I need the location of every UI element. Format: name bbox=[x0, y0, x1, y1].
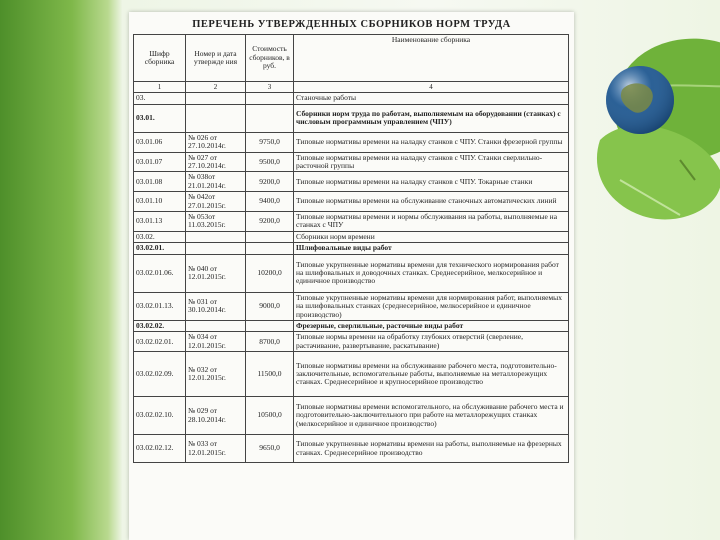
row-number-date: № 040 от 12.01.2015г. bbox=[186, 254, 246, 292]
header-code: Шифр сборника bbox=[134, 35, 186, 82]
row-number-date: № 029 от 28.10.2014г. bbox=[186, 397, 246, 435]
table-row bbox=[134, 212, 569, 232]
row-code: 03.02. bbox=[134, 231, 186, 242]
row-cost bbox=[246, 104, 294, 132]
row-code: 03.02.02.09. bbox=[134, 352, 186, 397]
table-row bbox=[134, 397, 569, 435]
table-row bbox=[134, 292, 569, 320]
row-name: Станочные работы bbox=[294, 93, 569, 104]
row-cost: 8700,0 bbox=[246, 332, 294, 352]
row-number-date: № 031 от 30.10.2014г. bbox=[186, 292, 246, 320]
table-row bbox=[134, 243, 569, 254]
row-cost: 9750,0 bbox=[246, 132, 294, 152]
row-code: 03.01.13 bbox=[134, 212, 186, 232]
table-body bbox=[134, 93, 569, 463]
row-code: 03.02.01. bbox=[134, 243, 186, 254]
row-code: 03.02.02.12. bbox=[134, 435, 186, 463]
row-cost: 9200,0 bbox=[246, 172, 294, 192]
row-name: Типовые нормы времени на обработку глубоких отверстий (сверление, растачивание, развертывание, раскатывание) bbox=[294, 332, 569, 352]
row-code: 03.02.02.10. bbox=[134, 397, 186, 435]
column-number: 4 bbox=[294, 82, 569, 93]
row-cost: 9650,0 bbox=[246, 435, 294, 463]
row-number-date bbox=[186, 243, 246, 254]
document-title: ПЕРЕЧЕНЬ УТВЕРЖДЕННЫХ СБОРНИКОВ НОРМ ТРУДА bbox=[192, 19, 511, 30]
row-name: Типовые укрупненные нормативы времени для нормирования работ, выполняемых на шлифовальных станках (среднесерийное, мелкосерийное и единичное производство) bbox=[294, 292, 569, 320]
row-name: Типовые нормативы времени на наладку станков с ЧПУ. Станки фрезерной группы bbox=[294, 132, 569, 152]
row-cost: 9000,0 bbox=[246, 292, 294, 320]
row-number-date: № 032 от 12.01.2015г. bbox=[186, 352, 246, 397]
row-number-date: № 038от 21.01.2014г. bbox=[186, 172, 246, 192]
row-code: 03.01.08 bbox=[134, 172, 186, 192]
row-code: 03.01.07 bbox=[134, 152, 186, 172]
row-cost bbox=[246, 231, 294, 242]
row-name: Типовые укрупненные нормативы времени на работы, выполняемые на фрезерных станках. Среднесерийное производство bbox=[294, 435, 569, 463]
row-code: 03.01.10 bbox=[134, 192, 186, 212]
row-cost: 9200,0 bbox=[246, 212, 294, 232]
row-name: Типовые укрупненные нормативы времени для технического нормирования работ на шлифовальных и доводочных станках. Среднесерийное, мелкосерийное и единичное производство bbox=[294, 254, 569, 292]
table-row bbox=[134, 352, 569, 397]
row-number-date: № 053от 11.03.2015г. bbox=[186, 212, 246, 232]
column-number-row bbox=[134, 82, 569, 93]
column-number: 1 bbox=[134, 82, 186, 93]
row-name: Шлифовальные виды работ bbox=[294, 243, 569, 254]
row-code: 03. bbox=[134, 93, 186, 104]
column-number: 3 bbox=[246, 82, 294, 93]
table-row bbox=[134, 93, 569, 104]
row-number-date: № 026 от 27.10.2014г. bbox=[186, 132, 246, 152]
row-cost: 10200,0 bbox=[246, 254, 294, 292]
row-number-date bbox=[186, 320, 246, 331]
row-code: 03.02.02.01. bbox=[134, 332, 186, 352]
document-scan bbox=[129, 12, 574, 540]
row-number-date: № 034 от 12.01.2015г. bbox=[186, 332, 246, 352]
column-number: 2 bbox=[186, 82, 246, 93]
row-code: 03.01.06 bbox=[134, 132, 186, 152]
row-code: 03.02.01.13. bbox=[134, 292, 186, 320]
row-name: Сборники норм труда по работам, выполняемым на оборудовании (станках) с числовым программным управлением (ЧПУ) bbox=[294, 104, 569, 132]
row-number-date: № 033 от 12.01.2015г. bbox=[186, 435, 246, 463]
table-row bbox=[134, 192, 569, 212]
row-cost: 9400,0 bbox=[246, 192, 294, 212]
row-name: Сборники норм времени bbox=[294, 231, 569, 242]
table-row bbox=[134, 231, 569, 242]
row-number-date bbox=[186, 104, 246, 132]
row-code: 03.01. bbox=[134, 104, 186, 132]
row-number-date bbox=[186, 231, 246, 242]
row-number-date bbox=[186, 93, 246, 104]
table-row bbox=[134, 254, 569, 292]
table-row bbox=[134, 320, 569, 331]
row-name: Типовые нормативы времени на наладку станков с ЧПУ. Станки сверлильно-расточной группы bbox=[294, 152, 569, 172]
row-cost bbox=[246, 93, 294, 104]
row-name: Типовые нормативы времени на обслуживание станочных автоматических линий bbox=[294, 192, 569, 212]
row-number-date: № 042от 27.01.2015г. bbox=[186, 192, 246, 212]
row-cost: 11500,0 bbox=[246, 352, 294, 397]
row-code: 03.02.02. bbox=[134, 320, 186, 331]
header-row bbox=[134, 35, 569, 82]
table-row bbox=[134, 104, 569, 132]
leaf-globe-decoration bbox=[560, 20, 720, 240]
table-row bbox=[134, 152, 569, 172]
row-code: 03.02.01.06. bbox=[134, 254, 186, 292]
row-name: Типовые нормативы времени вспомогательного, на обслуживание рабочего места и подготовительно-заключительного при работе на металлорежущих станках (мелкосерийное и единичное производство) bbox=[294, 397, 569, 435]
row-name: Типовые нормативы времени на обслуживание рабочего места, подготовительно-заключительные, вспомогательные работы, выполняемые на металлорежущих станках. Среднесерийное и крупносерийное производство bbox=[294, 352, 569, 397]
table-row bbox=[134, 435, 569, 463]
row-cost bbox=[246, 320, 294, 331]
header-cost: Стоимость сборников, в руб. bbox=[246, 35, 294, 82]
row-name: Типовые нормативы времени на наладку станков с ЧПУ. Токарные станки bbox=[294, 172, 569, 192]
row-name: Типовые нормативы времени и нормы обслуживания на работы, выполняемые на станках с ЧПУ bbox=[294, 212, 569, 232]
header-name: Наименование сборника bbox=[294, 35, 569, 82]
row-cost bbox=[246, 243, 294, 254]
row-cost: 9500,0 bbox=[246, 152, 294, 172]
table-row bbox=[134, 172, 569, 192]
table-row bbox=[134, 132, 569, 152]
header-num-date: Номер и дата утвержде ния bbox=[186, 35, 246, 82]
table-row bbox=[134, 332, 569, 352]
row-cost: 10500,0 bbox=[246, 397, 294, 435]
row-number-date: № 027 от 27.10.2014г. bbox=[186, 152, 246, 172]
norms-table bbox=[133, 34, 569, 463]
row-name: Фрезерные, сверлильные, расточные виды работ bbox=[294, 320, 569, 331]
